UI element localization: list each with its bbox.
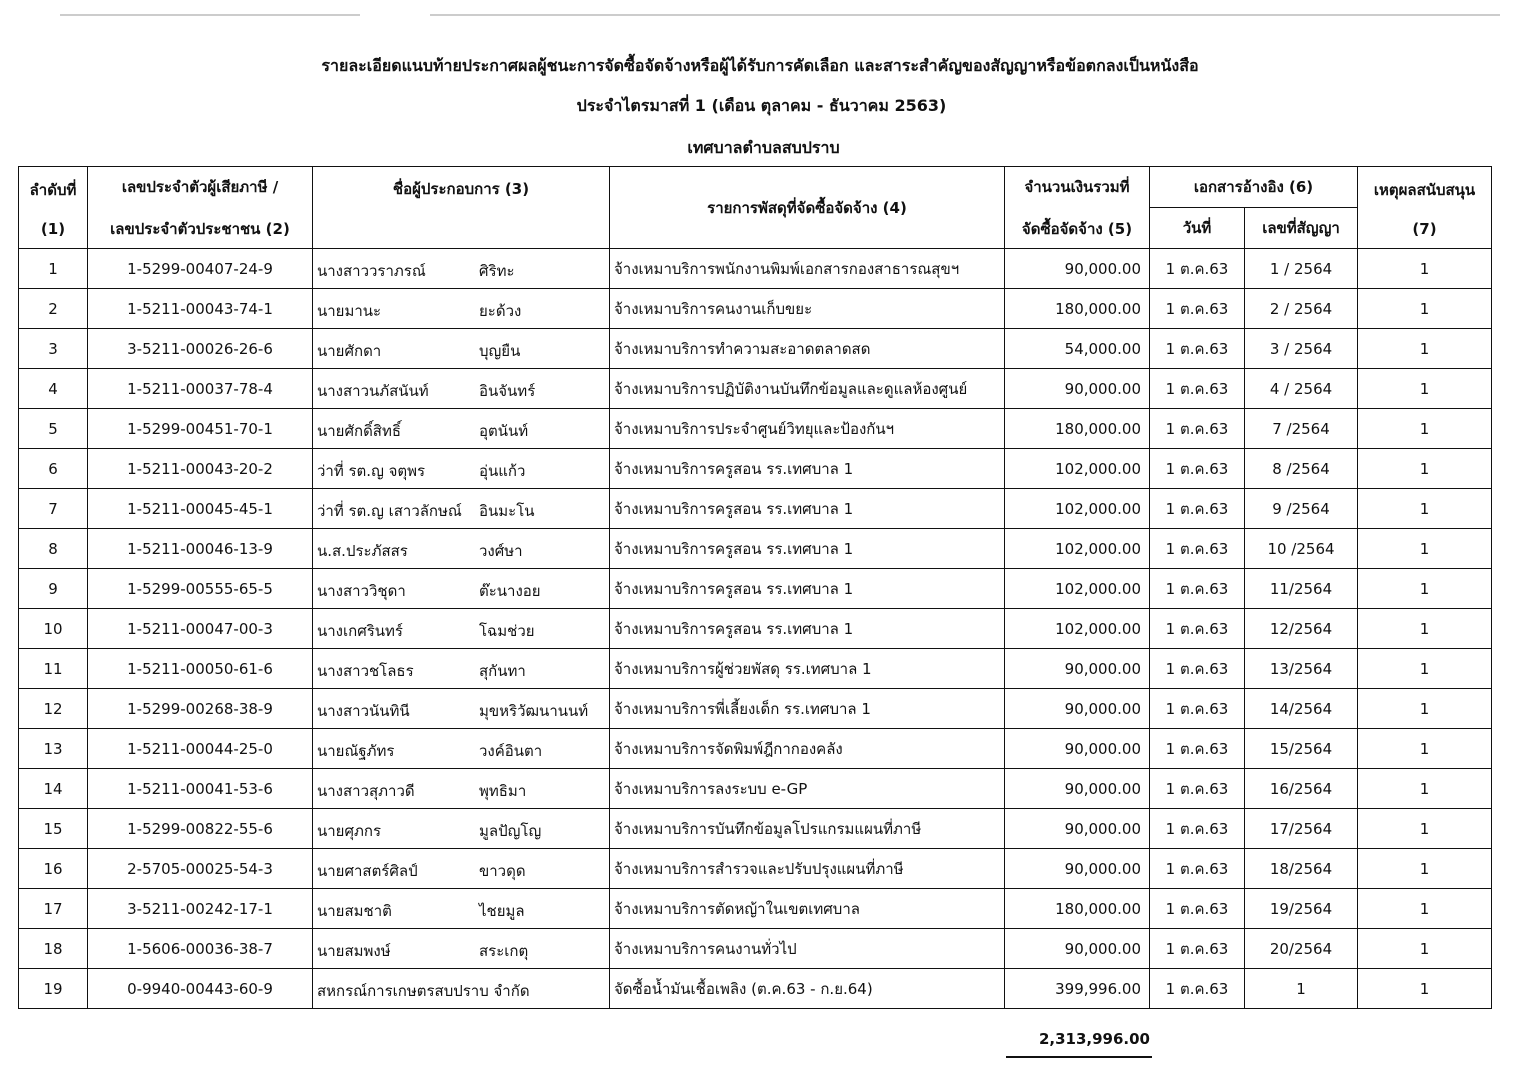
row-taxid: 1-5299-00407-24-9 (88, 249, 313, 289)
row-reason: 1 (1358, 489, 1492, 529)
row-first-name: นางสาวนภัสนันท์ (317, 382, 429, 400)
row-contract: 3 / 2564 (1245, 329, 1358, 369)
row-amount: 90,000.00 (1005, 809, 1150, 849)
row-date: 1 ต.ค.63 (1150, 329, 1245, 369)
row-contract: 2 / 2564 (1245, 289, 1358, 329)
row-no: 11 (19, 649, 88, 689)
table-row (19, 729, 1492, 769)
table-row (19, 849, 1492, 889)
row-item: จ้างเหมาบริการผู้ช่วยพัสดุ รร.เทศบาล 1 (610, 649, 1005, 689)
document-period: ประจำไตรมาสที่ 1 (เดือน ตุลาคม - ธันวาคม 2563) (576, 96, 947, 115)
row-date: 1 ต.ค.63 (1150, 729, 1245, 769)
row-date: 1 ต.ค.63 (1150, 929, 1245, 969)
row-contract: 7 /2564 (1245, 409, 1358, 449)
row-last-name: วงศ์ษา (479, 542, 523, 560)
table-row (19, 769, 1492, 809)
table-row (19, 449, 1492, 489)
row-taxid: 1-5211-00043-74-1 (88, 289, 313, 329)
row-taxid: 1-5211-00043-20-2 (88, 449, 313, 489)
row-item: จ้างเหมาบริการพี่เลี้ยงเด็ก รร.เทศบาล 1 (610, 689, 1005, 729)
row-contract: 19/2564 (1245, 889, 1358, 929)
row-contract: 11/2564 (1245, 569, 1358, 609)
row-contract: 20/2564 (1245, 929, 1358, 969)
row-reason: 1 (1358, 809, 1492, 849)
row-date: 1 ต.ค.63 (1150, 369, 1245, 409)
row-name (313, 929, 610, 969)
row-name (313, 249, 610, 289)
row-taxid: 1-5299-00268-38-9 (88, 689, 313, 729)
row-contract: 12/2564 (1245, 609, 1358, 649)
row-amount: 90,000.00 (1005, 249, 1150, 289)
row-amount: 54,000.00 (1005, 329, 1150, 369)
header-ref-contract: เลขที่สัญญา (1245, 208, 1358, 249)
row-taxid: 1-5299-00451-70-1 (88, 409, 313, 449)
row-taxid: 1-5211-00047-00-3 (88, 609, 313, 649)
row-taxid: 1-5606-00036-38-7 (88, 929, 313, 969)
row-name (313, 849, 610, 889)
table-row (19, 609, 1492, 649)
header-reason-number: (7) (1412, 219, 1437, 238)
header-ref-date: วันที่ (1150, 208, 1245, 249)
row-reason: 1 (1358, 729, 1492, 769)
row-contract: 15/2564 (1245, 729, 1358, 769)
header-taxid (88, 167, 313, 249)
row-no: 6 (19, 449, 88, 489)
table-row (19, 249, 1492, 289)
row-contract: 18/2564 (1245, 849, 1358, 889)
row-reason: 1 (1358, 289, 1492, 329)
table-row (19, 969, 1492, 1009)
row-no: 16 (19, 849, 88, 889)
row-taxid: 0-9940-00443-60-9 (88, 969, 313, 1009)
row-taxid: 1-5211-00046-13-9 (88, 529, 313, 569)
row-item: จ้างเหมาบริการคนงานเก็บขยะ (610, 289, 1005, 329)
row-item: จ้างเหมาบริการสำรวจและปรับปรุงแผนที่ภาษี (610, 849, 1005, 889)
row-contract: 8 /2564 (1245, 449, 1358, 489)
scan-artifact-left (60, 14, 360, 16)
table-row (19, 329, 1492, 369)
row-name (313, 769, 610, 809)
row-first-name: นายมานะ (317, 302, 382, 320)
row-first-name: นายสมพงษ์ (317, 942, 391, 960)
row-amount: 102,000.00 (1005, 489, 1150, 529)
row-amount: 102,000.00 (1005, 569, 1150, 609)
row-item: จ้างเหมาบริการคนงานทั่วไป (610, 929, 1005, 969)
row-taxid: 1-5211-00050-61-6 (88, 649, 313, 689)
row-contract: 1 / 2564 (1245, 249, 1358, 289)
row-reason: 1 (1358, 249, 1492, 289)
scan-artifact-right (430, 14, 1500, 16)
row-name (313, 329, 610, 369)
row-amount: 90,000.00 (1005, 769, 1150, 809)
row-no: 15 (19, 809, 88, 849)
row-amount: 180,000.00 (1005, 889, 1150, 929)
row-reason: 1 (1358, 529, 1492, 569)
row-first-name: นายณัฐภัทร (317, 742, 395, 760)
row-reason: 1 (1358, 769, 1492, 809)
row-item: จ้างเหมาบริการครูสอน รร.เทศบาล 1 (610, 529, 1005, 569)
row-item: จัดซื้อน้ำมันเชื้อเพลิง (ต.ค.63 - ก.ย.64) (610, 969, 1005, 1009)
row-item: จ้างเหมาบริการปฏิบัติงานบันทึกข้อมูลและดูแลห้องศูนย์ (610, 369, 1005, 409)
row-last-name: อุ่นแก้ว (479, 462, 526, 480)
row-name (313, 489, 610, 529)
row-last-name: อินจันทร์ (479, 382, 536, 400)
row-amount: 399,996.00 (1005, 969, 1150, 1009)
row-no: 13 (19, 729, 88, 769)
header-reason (1358, 167, 1492, 249)
row-contract: 10 /2564 (1245, 529, 1358, 569)
header-amount-sublabel: จัดซื้อจัดจ้าง (5) (1021, 219, 1133, 238)
row-first-name: ว่าที่ รต.ญ จตุพร (317, 462, 426, 480)
row-date: 1 ต.ค.63 (1150, 649, 1245, 689)
row-taxid: 1-5299-00555-65-5 (88, 569, 313, 609)
row-reason: 1 (1358, 409, 1492, 449)
row-taxid: 1-5211-00045-45-1 (88, 489, 313, 529)
row-amount: 102,000.00 (1005, 609, 1150, 649)
row-taxid: 3-5211-00026-26-6 (88, 329, 313, 369)
table-row (19, 649, 1492, 689)
header-amount-label: จำนวนเงินรวมที่ (1024, 177, 1130, 196)
total-underline (1006, 1056, 1152, 1058)
row-last-name: โฉมช่วย (479, 622, 535, 640)
row-name (313, 449, 610, 489)
row-date: 1 ต.ค.63 (1150, 529, 1245, 569)
row-reason: 1 (1358, 569, 1492, 609)
row-item: จ้างเหมาบริการครูสอน รร.เทศบาล 1 (610, 569, 1005, 609)
row-last-name: มุขหริวัฒนานนท์ (479, 702, 589, 720)
row-name (313, 569, 610, 609)
row-taxid: 3-5211-00242-17-1 (88, 889, 313, 929)
header-item: รายการพัสดุที่จัดซื้อจัดจ้าง (4) (610, 167, 1005, 249)
document-title: รายละเอียดแนบท้ายประกาศผลผู้ชนะการจัดซื้อจัดจ้างหรือผู้ได้รับการคัดเลือก และสาระสำคัญของสัญญาหรือข้อตกลงเป็นหนังสือ (321, 56, 1199, 75)
row-no: 8 (19, 529, 88, 569)
header-ref: เอกสารอ้างอิง (6) (1150, 167, 1358, 208)
row-last-name: วงค์อินตา (479, 742, 543, 760)
row-last-name: สุกันทา (479, 662, 526, 680)
table-row (19, 289, 1492, 329)
table-row (19, 569, 1492, 609)
table-row (19, 489, 1492, 529)
row-amount: 102,000.00 (1005, 529, 1150, 569)
row-name (313, 289, 610, 329)
row-contract: 9 /2564 (1245, 489, 1358, 529)
row-date: 1 ต.ค.63 (1150, 289, 1245, 329)
row-first-name: นายศาสตร์ศิลป์ (317, 862, 418, 880)
row-reason: 1 (1358, 929, 1492, 969)
row-amount: 90,000.00 (1005, 729, 1150, 769)
row-no: 5 (19, 409, 88, 449)
header-name: ชื่อผู้ประกอบการ (3) (313, 167, 610, 249)
row-date: 1 ต.ค.63 (1150, 449, 1245, 489)
row-name (313, 809, 610, 849)
row-first-name: สหกรณ์การเกษตรสบปราบ จำกัด (317, 982, 530, 1000)
row-date: 1 ต.ค.63 (1150, 569, 1245, 609)
row-last-name: ขาวดุด (479, 862, 526, 880)
row-date: 1 ต.ค.63 (1150, 249, 1245, 289)
row-name (313, 609, 610, 649)
organization-name: เทศบาลตำบลสบปราบ (687, 138, 840, 157)
row-last-name: ไชยมูล (479, 902, 525, 920)
row-amount: 180,000.00 (1005, 289, 1150, 329)
table-row (19, 889, 1492, 929)
row-date: 1 ต.ค.63 (1150, 609, 1245, 649)
row-name (313, 369, 610, 409)
row-taxid: 1-5211-00044-25-0 (88, 729, 313, 769)
row-amount: 90,000.00 (1005, 369, 1150, 409)
row-contract: 17/2564 (1245, 809, 1358, 849)
row-reason: 1 (1358, 689, 1492, 729)
row-reason: 1 (1358, 649, 1492, 689)
row-reason: 1 (1358, 889, 1492, 929)
row-contract: 16/2564 (1245, 769, 1358, 809)
row-last-name: สระเกตุ (479, 942, 529, 960)
row-no: 7 (19, 489, 88, 529)
row-last-name: บุญยืน (479, 342, 521, 360)
row-first-name: น.ส.ประภัสสร (317, 542, 408, 560)
row-first-name: นางสาวนันทินี (317, 702, 410, 720)
row-first-name: นายศักดิ์สิทธิ์ (317, 422, 402, 440)
row-name (313, 729, 610, 769)
row-last-name: ยะด้วง (479, 302, 522, 320)
row-item: จ้างเหมาบริการบันทึกข้อมูลโปรแกรมแผนที่ภาษี (610, 809, 1005, 849)
row-taxid: 2-5705-00025-54-3 (88, 849, 313, 889)
row-last-name: มูลปัญโญ (479, 822, 542, 840)
row-taxid: 1-5211-00037-78-4 (88, 369, 313, 409)
row-no: 19 (19, 969, 88, 1009)
row-date: 1 ต.ค.63 (1150, 889, 1245, 929)
row-first-name: นางสาวสุภาวดี (317, 782, 415, 800)
row-date: 1 ต.ค.63 (1150, 689, 1245, 729)
row-reason: 1 (1358, 609, 1492, 649)
row-last-name: อินมะโน (479, 502, 535, 520)
row-no: 17 (19, 889, 88, 929)
row-name (313, 889, 610, 929)
row-amount: 90,000.00 (1005, 929, 1150, 969)
header-taxid-label: เลขประจำตัวผู้เสียภาษี / (121, 177, 279, 196)
table-row (19, 809, 1492, 849)
row-taxid: 1-5211-00041-53-6 (88, 769, 313, 809)
row-item: จ้างเหมาบริการทำความสะอาดตลาดสด (610, 329, 1005, 369)
row-first-name: นางสาววิชุดา (317, 582, 406, 600)
row-name (313, 649, 610, 689)
row-first-name: นายศุภกร (317, 822, 382, 840)
row-first-name: ว่าที่ รต.ญ เสาวลักษณ์ (317, 502, 462, 520)
row-contract: 13/2564 (1245, 649, 1358, 689)
row-date: 1 ต.ค.63 (1150, 769, 1245, 809)
row-date: 1 ต.ค.63 (1150, 409, 1245, 449)
row-contract: 1 (1245, 969, 1358, 1009)
row-name (313, 969, 610, 1009)
row-first-name: นางสาววราภรณ์ (317, 262, 426, 280)
table-row (19, 369, 1492, 409)
row-amount: 90,000.00 (1005, 689, 1150, 729)
row-date: 1 ต.ค.63 (1150, 489, 1245, 529)
row-last-name: อุตนันท์ (479, 422, 529, 440)
table-row (19, 929, 1492, 969)
row-amount: 102,000.00 (1005, 449, 1150, 489)
row-reason: 1 (1358, 969, 1492, 1009)
row-reason: 1 (1358, 449, 1492, 489)
row-name (313, 529, 610, 569)
row-name (313, 689, 610, 729)
row-taxid: 1-5299-00822-55-6 (88, 809, 313, 849)
row-item: จ้างเหมาบริการครูสอน รร.เทศบาล 1 (610, 449, 1005, 489)
row-first-name: นางสาวชโลธร (317, 662, 414, 680)
row-no: 14 (19, 769, 88, 809)
row-date: 1 ต.ค.63 (1150, 969, 1245, 1009)
row-no: 3 (19, 329, 88, 369)
header-no-label: ลำดับที่ (29, 180, 77, 199)
row-last-name: ศิริทะ (479, 262, 515, 280)
header-reason-label: เหตุผลสนับสนุน (1373, 180, 1476, 199)
table-row (19, 409, 1492, 449)
row-item: จ้างเหมาบริการครูสอน รร.เทศบาล 1 (610, 609, 1005, 649)
row-item: จ้างเหมาบริการพนักงานพิมพ์เอกสารกองสาธารณสุขฯ (610, 249, 1005, 289)
row-first-name: นายสมชาติ (317, 902, 392, 920)
row-date: 1 ต.ค.63 (1150, 809, 1245, 849)
row-no: 10 (19, 609, 88, 649)
row-contract: 4 / 2564 (1245, 369, 1358, 409)
procurement-table (18, 166, 1492, 1009)
header-amount (1005, 167, 1150, 249)
row-no: 1 (19, 249, 88, 289)
row-reason: 1 (1358, 369, 1492, 409)
row-item: จ้างเหมาบริการประจำศูนย์วิทยุและป้องกันฯ (610, 409, 1005, 449)
row-item: จ้างเหมาบริการตัดหญ้าในเขตเทศบาล (610, 889, 1005, 929)
row-first-name: นางเกศรินทร์ (317, 622, 403, 640)
row-last-name: พุทธิมา (479, 782, 527, 800)
row-no: 9 (19, 569, 88, 609)
row-no: 4 (19, 369, 88, 409)
row-last-name: ต๊ะนางอย (479, 582, 541, 600)
row-item: จ้างเหมาบริการครูสอน รร.เทศบาล 1 (610, 489, 1005, 529)
header-taxid-sublabel: เลขประจำตัวประชาชน (2) (110, 219, 290, 238)
row-no: 2 (19, 289, 88, 329)
table-row (19, 529, 1492, 569)
row-first-name: นายศักดา (317, 342, 382, 360)
row-amount: 90,000.00 (1005, 649, 1150, 689)
row-reason: 1 (1358, 329, 1492, 369)
grand-total: 2,313,996.00 (1038, 1030, 1150, 1048)
row-reason: 1 (1358, 849, 1492, 889)
row-item: จ้างเหมาบริการลงระบบ e-GP (610, 769, 1005, 809)
row-amount: 90,000.00 (1005, 849, 1150, 889)
header-no (19, 167, 88, 249)
table-row (19, 689, 1492, 729)
row-name (313, 409, 610, 449)
row-no: 18 (19, 929, 88, 969)
row-no: 12 (19, 689, 88, 729)
row-amount: 180,000.00 (1005, 409, 1150, 449)
table-body (19, 249, 1492, 1009)
row-date: 1 ต.ค.63 (1150, 849, 1245, 889)
header-no-number: (1) (40, 219, 66, 238)
row-contract: 14/2564 (1245, 689, 1358, 729)
row-item: จ้างเหมาบริการจัดพิมพ์ฎีกากองคลัง (610, 729, 1005, 769)
